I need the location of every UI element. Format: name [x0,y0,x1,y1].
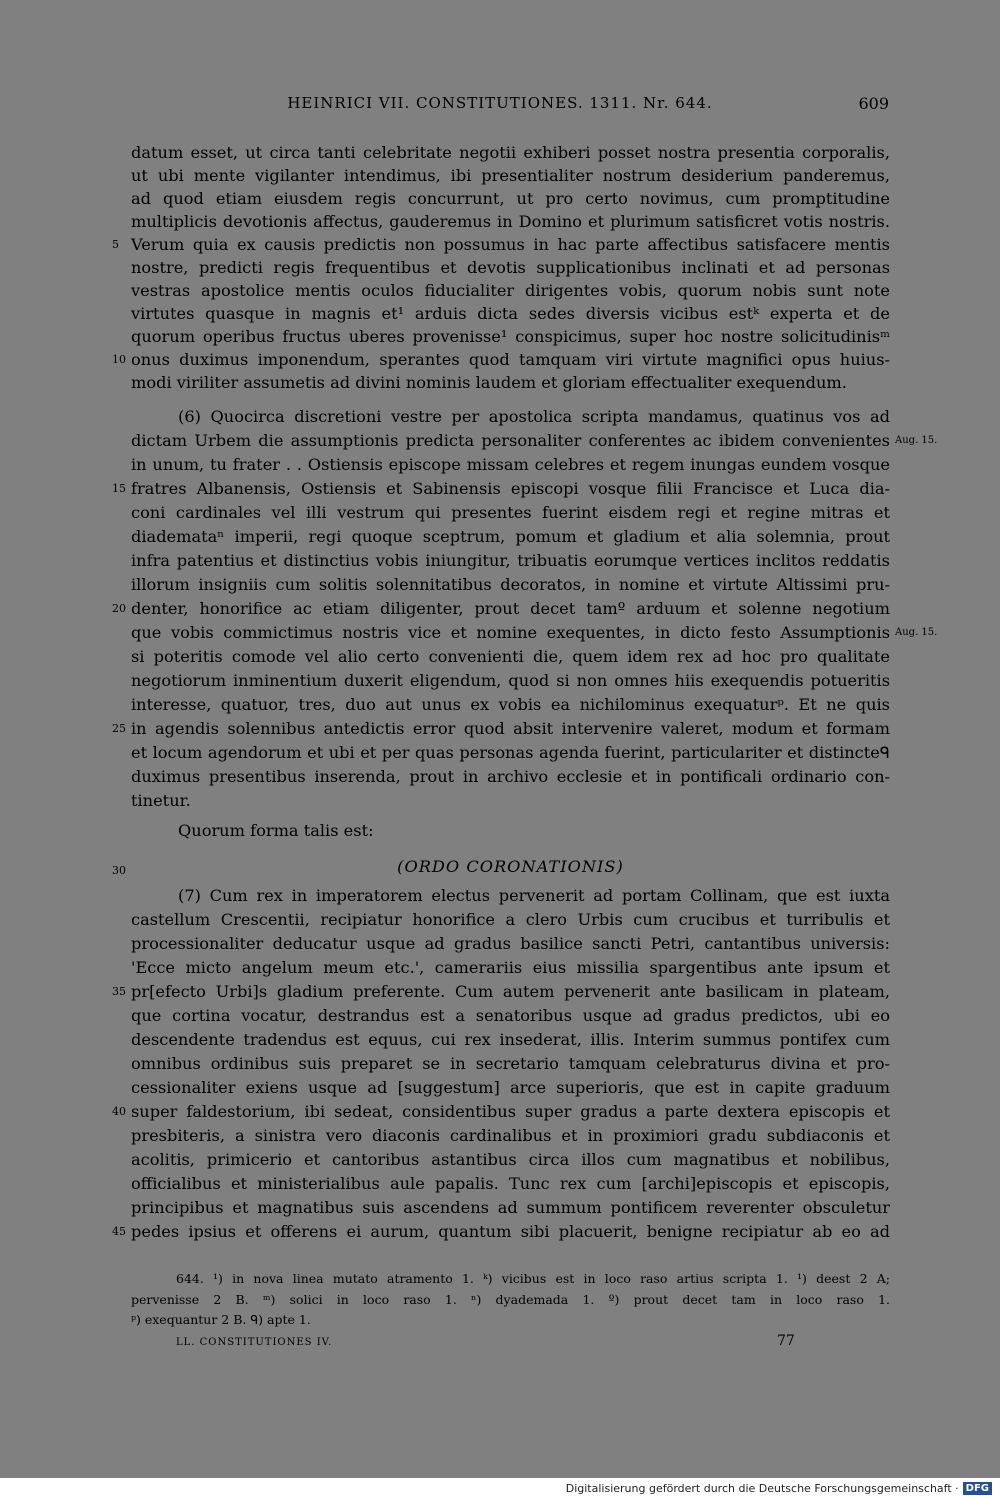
body-line: diademataⁿ imperii, regi quoque sceptrum, pomum et gladium et alia solemnia, prout [131,527,890,546]
body-line: ad quod etiam eiusdem regis concurrunt, ut pro certo novimus, cum promptitudine [131,189,890,208]
sheet-number: 77 [777,1333,795,1349]
body-line: cessionaliter exiens usque ad [suggestum] arce superioris, que est in capite graduum [131,1078,890,1097]
body-line: acolitis, primicerio et cantoribus astantibus circa illos cum magnatibus et nobilibus, [131,1150,890,1169]
page-number: 609 [858,94,889,113]
body-line: modi viriliter assumetis ad divini nominis laudem et gloriam effectualiter exequendum. [131,373,847,392]
margin-date-note: Aug. 15. [895,627,938,638]
footnote-line: pervenisse 2 B. ᵐ) solici in loco raso 1. ⁿ) dyademada 1. º) prout decet tam in loco raso 1. [131,1292,890,1307]
line-number: 10 [112,353,126,366]
body-line: nostre, predicti regis frequentibus et devotis supplicationibus inclinati et ad personas [131,258,890,277]
body-line: in agendis solennibus antedictis error quod absit intervenire valeret, modum et formam [131,719,890,738]
body-line: onus duximus imponendum, sperantes quod tamquam viri virtute magnifici opus huius- [131,350,890,369]
dfg-logo: DFG [963,1482,992,1495]
body-line: omnibus ordinibus suis preparet se in secretario tamquam celebraturus divina et pro- [131,1054,890,1073]
body-line: castellum Crescentii, recipiatur honorifice a clero Urbis cum crucibus et turribulis et [131,910,890,929]
body-line: datum esset, ut circa tanti celebritate negotii exhiberi posset nostra presentia corporalis, [131,143,890,162]
line-number: 5 [112,238,119,251]
body-line: quorum operibus fructus uberes provenisse¹ conspicimus, super hoc nostre solicitudinisᵐ [131,327,890,346]
body-line: vestras apostolice mentis oculos fiducialiter dirigentes vobis, quorum nobis sunt note [131,281,890,300]
line-number: 30 [112,864,126,877]
line-number: 20 [112,602,126,615]
line-number: 35 [112,985,126,998]
body-line: negotiorum inminentium duxerit eligendum, quod si non omnes hiis exequendis potueritis [131,671,890,690]
body-line: pedes ipsius et offerens ei aurum, quantum sibi placuerit, benigne recipiatur ab eo ad [131,1222,890,1241]
body-line: (7) Cum rex in imperatorem electus pervenerit ad portam Collinam, que est iuxta [178,886,890,905]
body-line: si poteritis comode vel alio certo convenienti die, quem idem rex ad hoc pro qualitate [131,647,890,666]
body-line: duximus presentibus inserenda, prout in archivo ecclesie et in pontificali ordinario con- [131,767,890,786]
body-line: que cortina vocatur, destrandus est a senatoribus usque ad gradus predictos, ubi eo [131,1006,890,1025]
volume-signature: LL. CONSTITUTIONES IV. [176,1337,333,1348]
line-number: 40 [112,1105,126,1118]
line-number: 15 [112,482,126,495]
body-line: ut ubi mente vigilanter intendimus, ibi presentialiter nostrum desiderium panderemus, [131,166,890,185]
body-line: processionaliter deducatur usque ad gradus basilice sancti Petri, cantantibus universis: [131,934,890,953]
body-line: in unum, tu frater . . Ostiensis episcope missam celebres et regem inungas eundem vosque [131,455,890,474]
body-line: super faldestorium, ibi sedeat, considentibus super gradus a parte dextera episcopis et [131,1102,890,1121]
body-line: tinetur. [131,791,191,810]
body-line: denter, honorifice ac etiam diligenter, prout decet tamº arduum et solenne negotium [131,599,890,618]
margin-date-note: Aug. 15. [895,435,938,446]
funding-text: Digitalisierung gefördert durch die Deutsche Forschungsgemeinschaft · [565,1482,959,1495]
body-line: interesse, quatuor, tres, duo aut unus ex vobis ea nichilominus exequaturᵖ. Et ne quis [131,695,890,714]
body-line: fratres Albanensis, Ostiensis et Sabinensis episcopi vosque filii Francisce et Luca dia- [131,479,890,498]
body-line: coni cardinales vel illi vestrum qui presentes fuerint eisdem regi et regine mitras et [131,503,890,522]
body-line: presbiteris, a sinistra vero diaconis cardinalibus et in proximiori gradu subdiaconis et [131,1126,890,1145]
body-line: Quorum forma talis est: [178,821,374,840]
body-line: dictam Urbem die assumptionis predicta personaliter conferentes ac ibidem convenientes [131,431,890,450]
footnote-line: ᵖ) exequantur 2 B. ᑫ) apte 1. [131,1312,311,1327]
footnote-line: 644. ¹) in nova linea mutato atramento 1. ᵏ) vicibus est in loco raso artius scripta 1. ¹) deest 2 A; [176,1271,890,1286]
body-line: (6) Quocirca discretioni vestre per apostolica scripta mandamus, quatinus vos ad [178,407,890,426]
body-line: principibus et magnatibus suis ascendens ad summum pontificem reverenter obsculetur [131,1198,890,1217]
body-line: pr[efecto Urbi]s gladium preferente. Cum autem pervenerit ante basilicam in plateam, [131,982,890,1001]
line-number: 45 [112,1225,126,1238]
body-line: illorum insigniis cum solitis solennitatibus decoratos, in nomine et virtute Altissimi pru- [131,575,890,594]
body-line: virtutes quasque in magnis et¹ arduis dicta sedes diversis vicibus estᵏ experta et de [131,304,890,323]
body-line: officialibus et ministerialibus aule papalis. Tunc rex cum [archi]episcopis et episcopis, [131,1174,890,1193]
funding-banner [566,1480,992,1497]
body-line: multiplicis devotionis affectus, gauderemus in Domino et plurimum satisficret votis nostris. [131,212,890,231]
body-line: et locum agendorum et ubi et per quas personas agenda fuerint, particulariter et distincteᑫ [131,743,890,762]
running-header: HEINRICI VII. CONSTITUTIONES. 1311. Nr. 644. [287,94,713,112]
section-heading: (ORDO CORONATIONIS) [397,857,624,876]
body-line: descendente tradendus est equus, cui rex insederat, illis. Interim summus pontifex cum [131,1030,890,1049]
body-line: 'Ecce micto angelum meum etc.', camerariis eius missilia spargentibus ante ipsum et [131,958,890,977]
body-line: que vobis commictimus nostris vice et nomine exequentes, in dicto festo Assumptionis [131,623,890,642]
body-line: infra patentius et distinctius vobis iniungitur, tribuatis eorumque vertices inclitos reddatis [131,551,890,570]
line-number: 25 [112,722,126,735]
body-line: Verum quia ex causis predictis non possumus in hac parte affectibus satisfacere mentis [131,235,890,254]
